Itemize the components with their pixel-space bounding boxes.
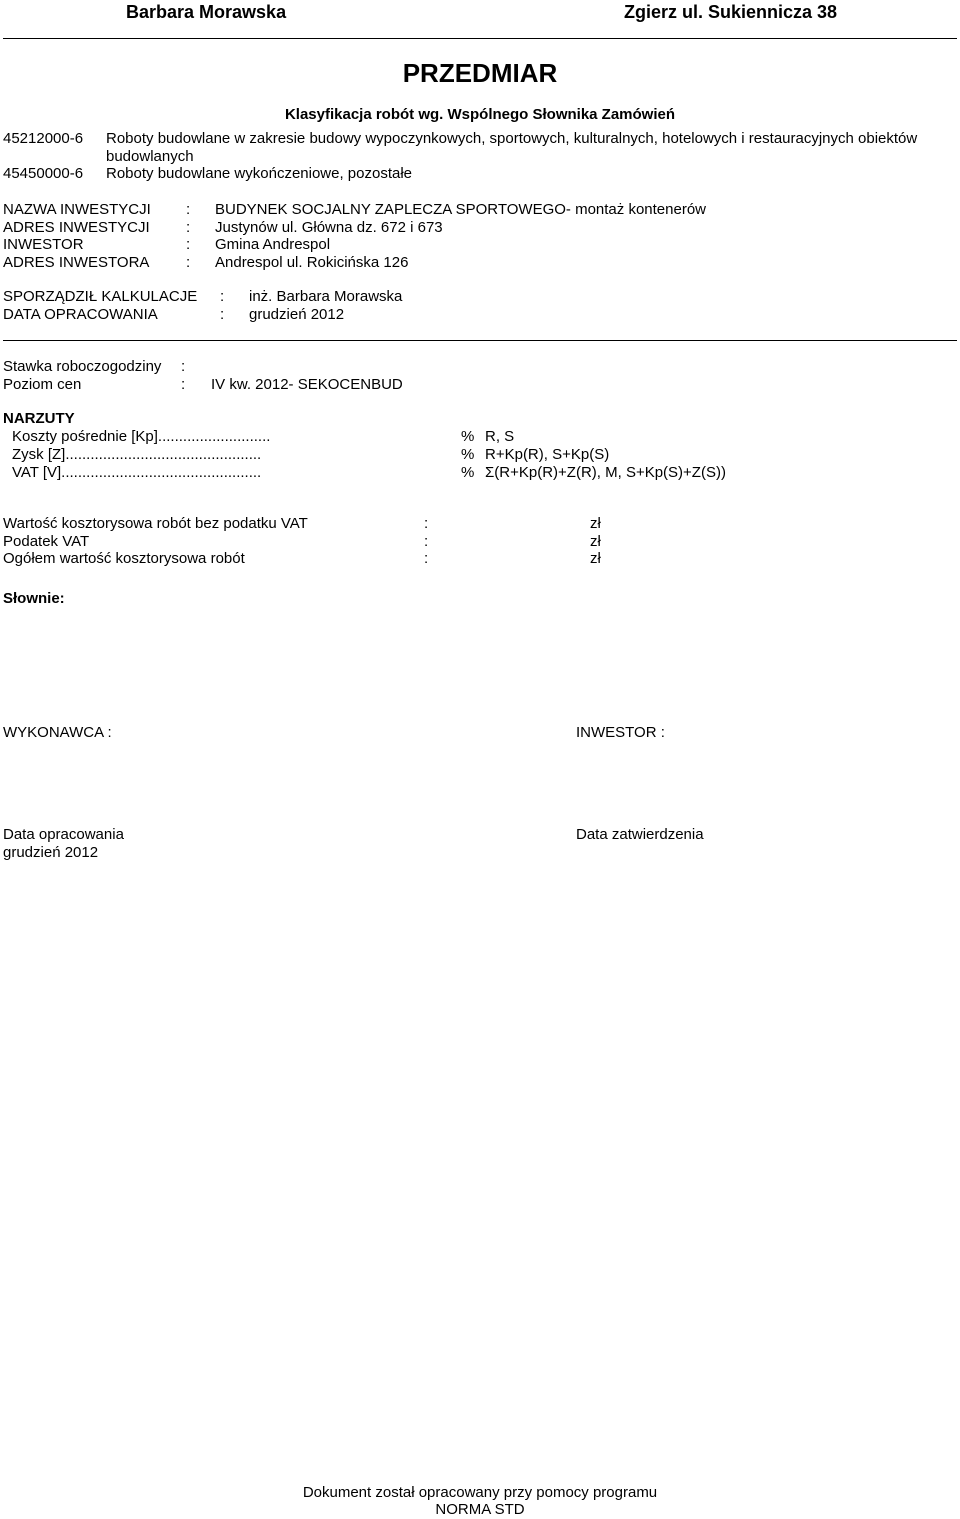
header-divider (3, 38, 957, 39)
preparation-date-label: DATA OPRACOWANIA (3, 306, 158, 323)
investment-name-label: NAZWA INWESTYCJI (3, 201, 151, 218)
vat-label: VAT [V]................................................ (12, 464, 262, 481)
prepared-by-sep: : (220, 288, 225, 305)
page-title: PRZEDMIAR (402, 58, 558, 88)
vat-tax-unit: zł (590, 533, 601, 550)
preparation-date-value: grudzień 2012 (249, 306, 345, 323)
investment-name-value: BUDYNEK SOCJALNY ZAPLECZA SPORTOWEGO- montaż kontenerów (215, 201, 706, 218)
investor-signature-label: INWESTOR : (576, 724, 665, 741)
prepared-by-value: inż. Barbara Morawska (249, 288, 403, 305)
cpv-desc-1-cont: budowlanych (106, 148, 194, 165)
narzuty-heading: NARZUTY (3, 410, 75, 427)
indirect-costs-label: Koszty pośrednie [Kp]........................... (12, 428, 271, 445)
investor-address-value: Andrespol ul. Rokicińska 126 (215, 254, 409, 271)
cpv-code-1: 45212000-6 (3, 130, 84, 147)
in-words-label: Słownie: (3, 590, 65, 607)
cpv-desc-2: Roboty budowlane wykończeniowe, pozostałe (106, 165, 413, 182)
header-address: Zgierz ul. Sukiennicza 38 (624, 2, 838, 22)
indirect-costs-formula: R, S (485, 428, 515, 445)
price-level-label: Poziom cen (3, 376, 82, 393)
price-level-sep: : (181, 376, 186, 393)
contractor-signature-label: WYKONAWCA : (3, 724, 112, 741)
footer-line-1: Dokument został opracowany przy pomocy programu (302, 1484, 658, 1501)
section-divider (3, 340, 957, 341)
price-level-value: IV kw. 2012- SEKOCENBUD (211, 376, 403, 393)
investor-address-label: ADRES INWESTORA (3, 254, 150, 271)
profit-label: Zysk [Z]............................................... (12, 446, 262, 463)
investment-address-label: ADRES INWESTYCJI (3, 219, 150, 236)
investor-sep: : (186, 236, 191, 253)
investor-address-sep: : (186, 254, 191, 271)
approval-date-label: Data zatwierdzenia (576, 826, 704, 843)
investment-address-sep: : (186, 219, 191, 236)
investor-value: Gmina Andrespol (215, 236, 331, 253)
cpv-desc-1: Roboty budowlane w zakresie budowy wypoczynkowych, sportowych, kulturalnych, hotelowych i restauracyjnych obiektów (106, 130, 918, 147)
profit-formula: R+Kp(R), S+Kp(S) (485, 446, 610, 463)
preparation-date-sep: : (220, 306, 225, 323)
net-value-sep: : (424, 515, 429, 532)
vat-pct: % (461, 464, 475, 481)
labor-rate-label: Stawka roboczogodziny (3, 358, 162, 375)
prepared-by-label: SPORZĄDZIŁ KALKULACJE (3, 288, 198, 305)
prepared-date-value: grudzień 2012 (3, 844, 99, 861)
labor-rate-sep: : (181, 358, 186, 375)
net-value-label: Wartość kosztorysowa robót bez podatku VAT (3, 515, 308, 532)
prepared-date-label: Data opracowania (3, 826, 124, 843)
investment-name-sep: : (186, 201, 191, 218)
classification-heading: Klasyfikacja robót wg. Wspólnego Słownika Zamówień (284, 106, 676, 123)
gross-value-unit: zł (590, 550, 601, 567)
investment-address-value: Justynów ul. Główna dz. 672 i 673 (215, 219, 443, 236)
indirect-costs-pct: % (461, 428, 475, 445)
profit-pct: % (461, 446, 475, 463)
header-author: Barbara Morawska (126, 2, 287, 22)
vat-formula: Σ(R+Kp(R)+Z(R), M, S+Kp(S)+Z(S)) (485, 464, 726, 481)
footer-line-2: NORMA STD (435, 1501, 525, 1518)
cpv-code-2: 45450000-6 (3, 165, 84, 182)
investor-label: INWESTOR (3, 236, 84, 253)
gross-value-sep: : (424, 550, 429, 567)
net-value-unit: zł (590, 515, 601, 532)
vat-tax-sep: : (424, 533, 429, 550)
vat-tax-label: Podatek VAT (3, 533, 90, 550)
gross-value-label: Ogółem wartość kosztorysowa robót (3, 550, 245, 567)
